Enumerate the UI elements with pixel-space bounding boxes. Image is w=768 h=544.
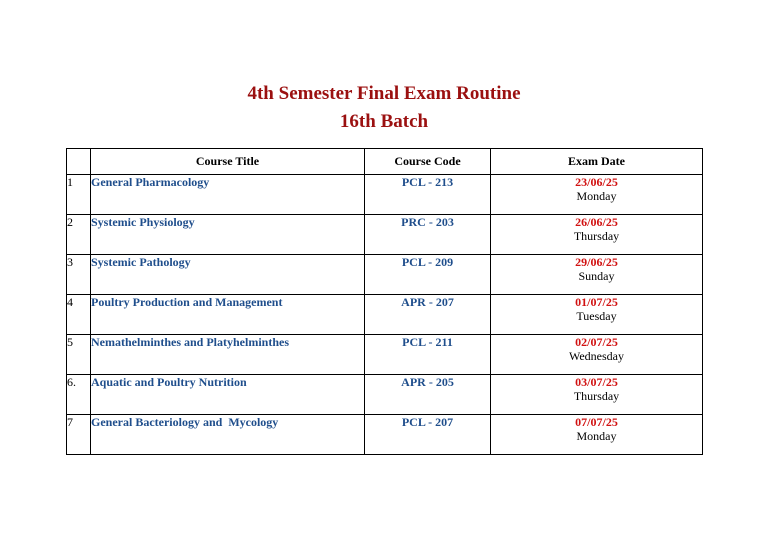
table-row (67, 215, 703, 255)
serial-cell: 1 (67, 175, 91, 215)
table-header-row (67, 149, 703, 175)
page-title: 4th Semester Final Exam Routine (247, 83, 521, 104)
serial-cell: 2 (67, 215, 91, 255)
exam-date-cell (491, 255, 703, 295)
exam-day: Thursday (573, 389, 620, 403)
exam-day: Wednesday (568, 349, 624, 363)
course-code-cell: PCL - 213 (365, 175, 491, 215)
exam-day: Sunday (578, 269, 615, 283)
serial-cell: 5 (67, 335, 91, 375)
table-row (67, 375, 703, 415)
exam-routine-table (66, 148, 703, 455)
serial-cell: 6. (67, 375, 91, 415)
course-code-cell: APR - 207 (365, 295, 491, 335)
table-row (67, 255, 703, 295)
table-row (67, 415, 703, 455)
exam-date: 26/06/25 (575, 215, 618, 229)
serial-cell: 4 (67, 295, 91, 335)
exam-date: 07/07/25 (575, 415, 618, 429)
exam-date-cell (491, 335, 703, 375)
header-course-title: Course Title (91, 149, 365, 175)
serial-cell: 7 (67, 415, 91, 455)
exam-date-cell (491, 295, 703, 335)
course-title-cell: Nemathelminthes and Platyhelminthes (91, 335, 365, 375)
course-code-cell: PCL - 209 (365, 255, 491, 295)
exam-day: Monday (576, 429, 617, 443)
course-code-cell: PCL - 211 (365, 335, 491, 375)
course-title-cell: Poultry Production and Management (91, 295, 365, 335)
exam-date: 29/06/25 (575, 255, 618, 269)
course-title-cell: General Bacteriology and Mycology (91, 415, 365, 455)
table-row (67, 335, 703, 375)
page-subtitle: 16th Batch (339, 111, 429, 132)
exam-date-cell (491, 175, 703, 215)
exam-date-cell (491, 375, 703, 415)
exam-day: Tuesday (576, 309, 617, 323)
course-title-cell: Systemic Pathology (91, 255, 365, 295)
exam-date: 02/07/25 (575, 335, 618, 349)
exam-date-cell (491, 215, 703, 255)
serial-cell: 3 (67, 255, 91, 295)
exam-date: 01/07/25 (575, 295, 618, 309)
course-code-cell: PRC - 203 (365, 215, 491, 255)
course-code-cell: PCL - 207 (365, 415, 491, 455)
exam-day: Thursday (573, 229, 620, 243)
course-title-cell: Systemic Physiology (91, 215, 365, 255)
exam-day: Monday (576, 189, 617, 203)
exam-date: 03/07/25 (575, 375, 618, 389)
course-title-cell: Aquatic and Poultry Nutrition (91, 375, 365, 415)
course-code-cell: APR - 205 (365, 375, 491, 415)
header-serial (67, 149, 91, 175)
header-exam-date: Exam Date (491, 149, 703, 175)
table-row (67, 175, 703, 215)
course-title-cell: General Pharmacology (91, 175, 365, 215)
header-course-code: Course Code (365, 149, 491, 175)
exam-date: 23/06/25 (575, 175, 618, 189)
table-row (67, 295, 703, 335)
exam-date-cell (491, 415, 703, 455)
